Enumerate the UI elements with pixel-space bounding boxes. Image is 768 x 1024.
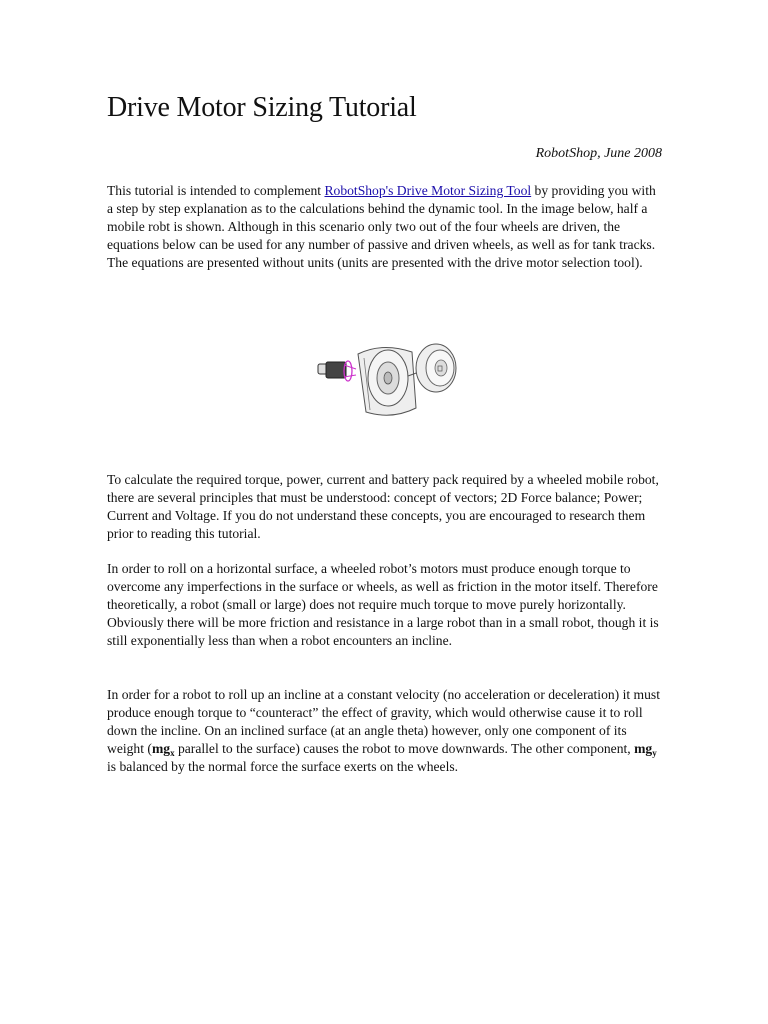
robot-wheel-motor-icon xyxy=(312,338,462,428)
mgy-base: mg xyxy=(634,741,653,756)
wheel-1-center xyxy=(384,372,392,384)
incline-paragraph xyxy=(107,686,662,776)
drive-motor-sizing-tool-link[interactable]: RobotShop's Drive Motor Sizing Tool xyxy=(324,183,532,198)
page-title: Drive Motor Sizing Tutorial xyxy=(107,92,417,123)
intro-paragraph xyxy=(107,182,662,272)
mgy-subscript: y xyxy=(652,748,657,758)
mgx-term xyxy=(152,741,175,756)
incline-text-1: In order for a robot to roll up an incline at a constant velocity (no acceleration or deceleration) it must produce enough torque to “counteract” the effect of gravity, which would otherwise cause it to roll down the incline. On an inclined surface (at an angle theta) however, only one component of its weight ( xyxy=(107,687,660,756)
intro-text-start: This tutorial is intended to complement xyxy=(107,183,325,198)
mgx-base: mg xyxy=(151,741,171,756)
incline-text-2: parallel to the surface) causes the robot to move downwards. The other component, xyxy=(174,741,635,756)
author-date: RobotShop, June 2008 xyxy=(535,146,662,161)
motor-can xyxy=(326,362,346,378)
incline-text-3: is balanced by the normal force the surface exerts on the wheels. xyxy=(107,759,459,774)
principles-paragraph: To calculate the required torque, power, current and battery pack required by a wheeled mobile robot, there are several principles that must be understood: concept of vectors; 2D Force balance; Power; Current and Voltage. If you do not understand these concepts, you are encouraged to research them prior to reading this tutorial. xyxy=(107,472,659,541)
intro-text-end: by providing you with a step by step explanation as to the calculations behind the dynamic tool. In the image below, half a mobile robt is shown. Although in this scenario only two out of the four wheels are driven, the equations below can be used for any number of passive and driven wheels, as well as for tank tracks. The equations are presented without units (units are presented with the drive motor selection tool). xyxy=(107,183,656,270)
horizontal-surface-paragraph: In order to roll on a horizontal surface, a wheeled robot’s motors must produce enough torque to overcome any imperfections in the surface or wheels, as well as friction in the motor itself. Therefore theoretically, a robot (small or large) does not require much torque to move purely horizontally. Obviously there will be more friction and resistance in a large robot than in a small robot, though it is still exponentially less than when a robot encounters an incline. xyxy=(107,561,659,648)
wheel-2-hub xyxy=(435,360,447,376)
mgy-term xyxy=(634,741,657,756)
robot-wheel-figure xyxy=(312,338,462,428)
mgx-subscript: x xyxy=(170,748,175,758)
